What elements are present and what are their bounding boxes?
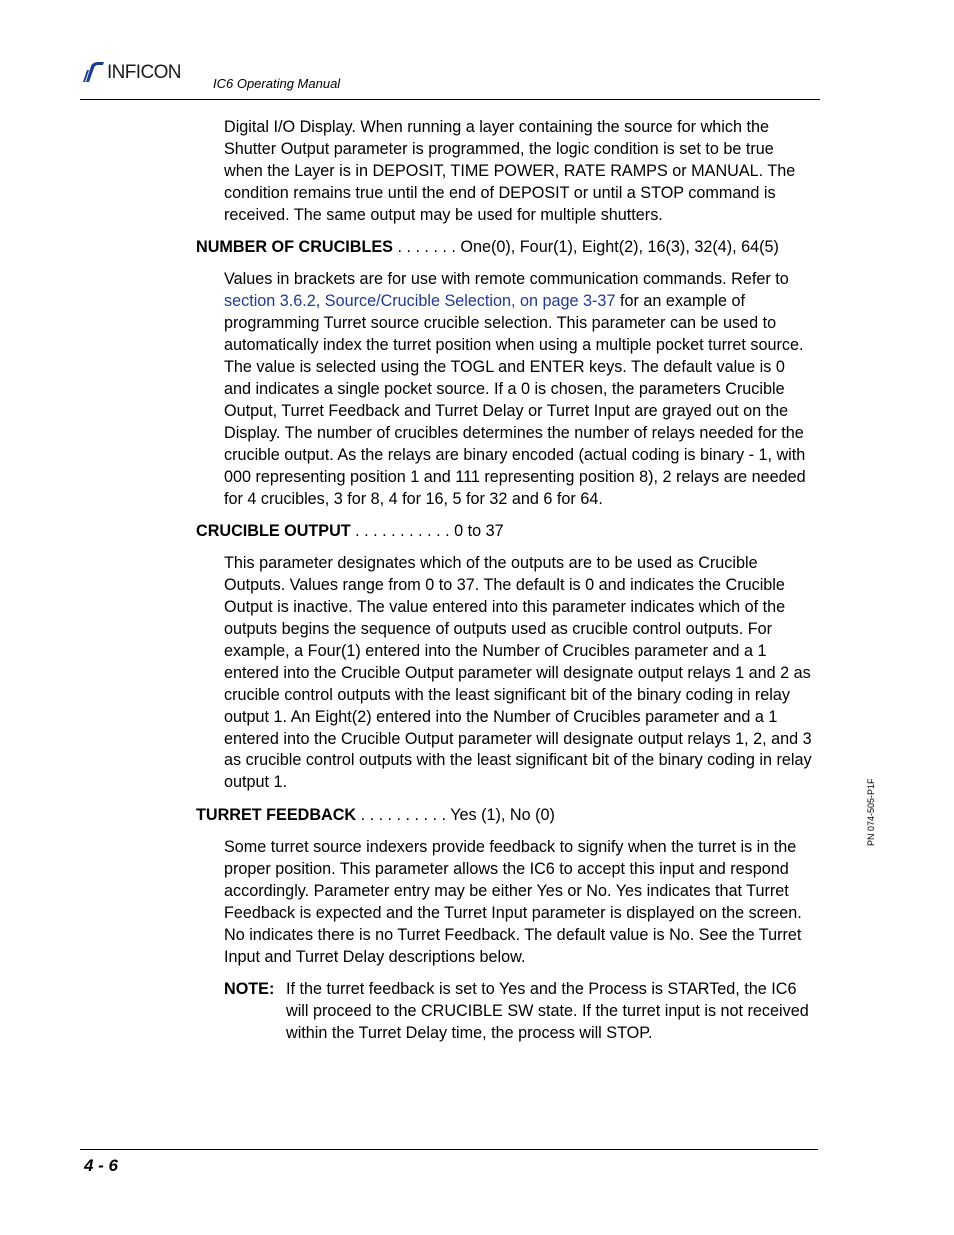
footer-rule bbox=[80, 1149, 818, 1150]
turret-feedback-paragraph: Some turret source indexers provide feedback to signify when the turret is in the proper position. This parameter allows the IC6 to accept this input and respond accordingly. Parameter entry may be either Yes or No. Yes indicates that Turret Feedback is expected and the Turret Input parameter is displayed on the screen. No indicates there is no Turret Feedback. The default value is No. See the Turret Input and Turret Delay descriptions below. bbox=[224, 838, 802, 966]
dot-leader: . . . . . . . bbox=[392, 238, 461, 257]
dot-leader: . . . . . . . . . . . bbox=[350, 521, 455, 540]
note-label: NOTE: bbox=[224, 980, 275, 999]
part-number: PN 074-505-P1F bbox=[866, 778, 876, 846]
turret-feedback-heading bbox=[196, 805, 826, 827]
param-name: TURRET FEEDBACK bbox=[196, 805, 357, 824]
note-block bbox=[224, 979, 814, 1045]
para-text: for an example of programming Turret source crucible selection. This parameter can be used to automatically index the turret position when using a multiple pocket turret source. The value is selected using the TOGL and ENTER keys. The default value is 0 and indicates a single pocket source. If a 0 is chosen, the parameters Crucible Output, Turret Feedback and Turret Delay or Turret Input are grayed out on the Display. The number of crucibles determines the number of relays needed for the crucible output. As the relays are binary encoded (actual coding is binary - 1, with 000 representing position 1 and 111 representing position 8), 2 relays are needed for 4 crucibles, 3 for 8, 4 for 16, 5 for 32 and 6 for 64. bbox=[224, 292, 806, 508]
source-crucible-selection-link[interactable]: section 3.6.2, Source/Crucible Selection, on page 3-37 bbox=[224, 292, 616, 311]
param-name: NUMBER OF CRUCIBLES bbox=[196, 238, 393, 257]
inficon-logo-icon bbox=[82, 60, 106, 84]
dot-leader: . . . . . . . . . . bbox=[356, 805, 451, 824]
manual-title: IC6 Operating Manual bbox=[213, 76, 341, 91]
page-content bbox=[196, 117, 826, 1045]
intro-paragraph: Digital I/O Display. When running a layer containing the source for which the Shutter Output parameter is programmed, the logic condition is set to be true when the Layer is in DEPOSIT, TIME POWER, RATE RAMPS or MANUAL. The condition remains true until the end of DEPOSIT or until a STOP command is received. The same output may be used for multiple shutters. bbox=[224, 118, 796, 224]
crucible-output-heading bbox=[196, 521, 826, 543]
page-header bbox=[80, 58, 820, 100]
logo-text: INFICON bbox=[107, 62, 181, 83]
param-range: 0 to 37 bbox=[454, 521, 504, 540]
para-text: Values in brackets are for use with remote communication commands. Refer to bbox=[224, 270, 789, 289]
param-name: CRUCIBLE OUTPUT bbox=[196, 521, 351, 540]
number-of-crucibles-paragraph bbox=[224, 269, 814, 510]
header-rule bbox=[80, 99, 820, 100]
inficon-logo bbox=[82, 60, 181, 84]
page-number: 4 - 6 bbox=[84, 1156, 119, 1175]
note-text: If the turret feedback is set to Yes and the Process is STARTed, the IC6 will proceed to the CRUCIBLE SW state. If the turret input is not received within the Turret Delay time, the process will STOP. bbox=[286, 980, 809, 1042]
param-range: Yes (1), No (0) bbox=[450, 805, 555, 824]
crucible-output-paragraph: This parameter designates which of the outputs are to be used as Crucible Outputs. Values range from 0 to 37. The default is 0 and indicates the Crucible Output is inactive. The value entered into this parameter indicates which of the outputs begins the sequence of outputs used as crucible control outputs. For example, a Four(1) entered into the Number of Crucibles parameter and a 1 entered into the Crucible Output parameter will designate output relays 1 and 2 as crucible control outputs with the least significant bit of the binary coding in relay output 1. An Eight(2) entered into the Number of Crucibles parameter and a 1 entered into the Crucible Output parameter will designate output relays 1, 2, and 3 as crucible control outputs with the least significant bit of the binary coding in relay output 1. bbox=[224, 554, 812, 792]
param-range: One(0), Four(1), Eight(2), 16(3), 32(4), 64(5) bbox=[460, 238, 779, 257]
number-of-crucibles-heading bbox=[196, 237, 826, 259]
